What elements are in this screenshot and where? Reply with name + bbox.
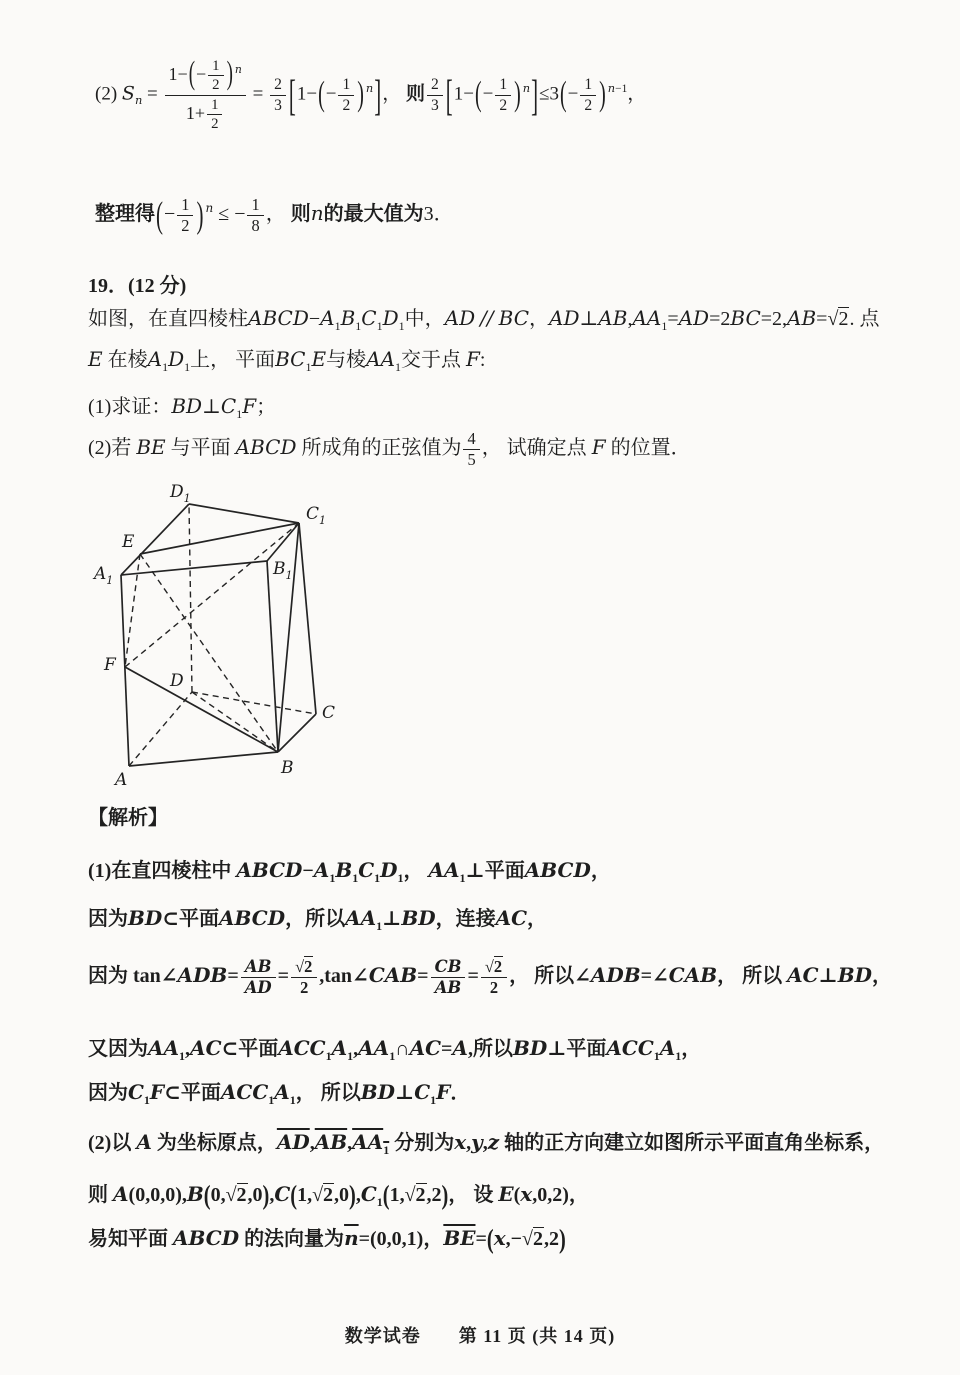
vertex-label-b1: $B_1$ [273,559,293,582]
vertex-label-d: D [170,671,184,691]
vertex-label-f: F [104,655,116,675]
analysis-step-7: 则 $A(0,0,0),B(0,√2,0),C(1,√2,0),C_1(1,√2,2)$， 设 E(x,0,2)， [88,1180,589,1211]
problem-19-part2: (2)若 BE 与平面 ABCD 所成角的正弦值为 $\frac{4}{5}$ ， 试确定点 F 的位置． [88,429,691,470]
problem-19-statement-line2: E 在棱$A_1D_1$上， 平面$BC_1E$与棱$AA_1$交于点 F: [88,347,486,374]
prism-diagram [82,477,382,795]
problem-19-heading: 19．(12 分) [88,275,187,297]
vertex-label-a1: $A_1$ [94,564,114,587]
formula-conclusion: 整理得(− $\frac{1}{2}$ ) $^n$ ≤ − $\frac{1}{8}$ ， 则n的最大值为3． [95,194,454,237]
formula-sn: (2) $S_n$ = 1−(− $\frac{1}{2}$ ) $^n$ 1+ $\frac{1}{2}$ = $\frac{2}{3}$ [1−(− $\frac{1}{2}$ ) $^n$]， 则 $\frac{2}{3}$ [1−(− $\frac{1}{2}$ ) $^n$]≤3(− $\frac{1}{2}$ ) $^{n-1}$， [95,55,647,132]
vertex-label-a: A [115,770,128,790]
vertex-label-c1: $C_1$ [306,504,327,527]
problem-19-part1: (1)求证：$BD\perp C_1F$； [88,394,277,421]
analysis-step-1: (1)在直四棱柱中 $ABCD-A_1B_1C_1D_1$， $AA_1\perp$平面ABCD， [88,858,611,885]
vertex-label-b: B [281,758,294,778]
vertex-label-c: C [322,703,336,723]
vertex-label-e: E [122,532,135,552]
analysis-step-6: (2)以 A 为坐标原点，$\overline{AD},\overline{AB},AA_1$ 分别为x,y,z 轴的正方向建立如图所示平面直角坐标系， [88,1130,885,1157]
page-footer: 数学试卷 第 11 页 (共 14 页) [344,1326,616,1346]
analysis-step-5: 因为$C_1F\subset$平面$ACC_1A_1$， 所以$BD\perp C_1F$． [88,1080,471,1107]
vertex-label-d1: $D_1$ [170,482,191,505]
prism-hidden-edges [125,504,316,766]
problem-19-statement-line1: 如图，在直四棱柱$ABCD-A_1B_1C_1D_1$中，AD // BC，$AD\perp AB,AA_1=AD=2BC=2,AB=√2$. 点 [88,306,880,333]
analysis-step-3: 因为 tan∠ADB= $\frac{AB}{AD}$ = $\frac{√2}{2}$ ,tan∠CAB= $\frac{CB}{AB}$ = $\frac{√2}{2}$ ， 所以∠ADB=∠CAB， 所以 AC⊥BD， [88,957,892,998]
analysis-header: 【解析】 [88,807,168,829]
prism-solid-edges [121,504,316,766]
analysis-step-8: 易知平面 ABCD 的法向量为$\overline{n}=(0,0,1)$，$\overline{BE}=(x,-√2,2)$ [88,1224,566,1255]
analysis-step-2: 因为BD⊂平面ABCD，所以$AA_1\perp BD$，连接AC， [88,906,548,933]
analysis-step-4: 又因为$AA_1,AC\subset$平面$ACC_1A_1,AA_1\cap AC=A$,所以BD⊥平面$ACC_1A_1$， [88,1036,702,1063]
